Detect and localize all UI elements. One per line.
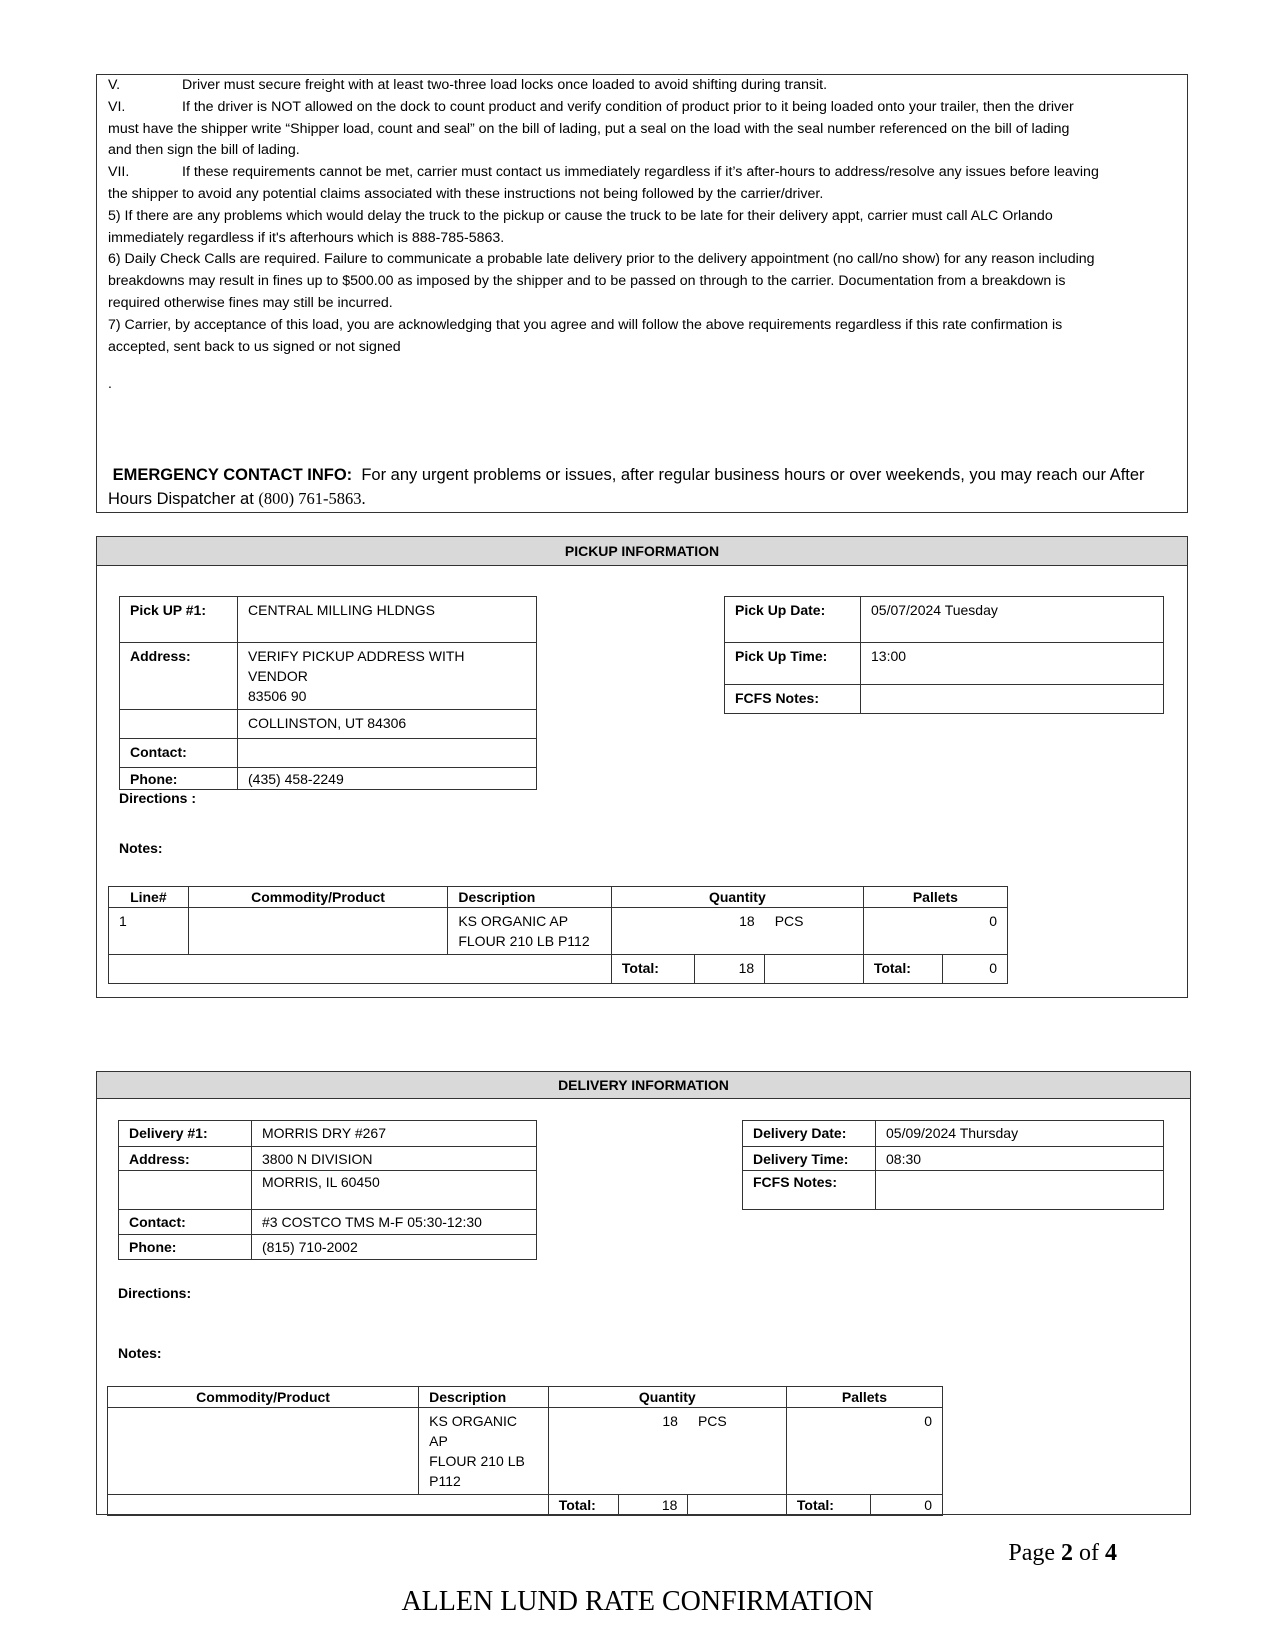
requirement-6-line3: required otherwise fines may still be incurred.: [108, 294, 393, 311]
pickup-phone: (435) 458-2249: [238, 768, 537, 790]
delivery-address-label: Address:: [119, 1147, 252, 1171]
delivery-notes-label: Notes:: [118, 1345, 162, 1361]
pickup-section: [96, 536, 1188, 998]
delivery-label: Delivery #1:: [119, 1121, 252, 1147]
requirements-text: [108, 75, 1183, 358]
requirements-dot: .: [108, 375, 112, 391]
pickup-contact-label: Contact:: [120, 739, 238, 768]
requirement-vi: VI. If the driver is NOT allowed on the dock to count product and verify condition of product prior to it being loaded onto your trailer, then the driver: [108, 98, 1074, 115]
pickup-address-table: [119, 596, 537, 790]
requirement-6: 6) Daily Check Calls are required. Failure to communicate a probable late delivery prior to the delivery appointment (no call/no show) for any reason including: [108, 251, 1095, 268]
requirement-5: 5) If there are any problems which would delay the truck to the pickup or cause the truck to be late for their delivery appt, carrier must call ALC Orlando: [108, 207, 1053, 224]
delivery-total-pallets: 0: [870, 1495, 942, 1516]
pickup-time-label: Pick Up Time:: [725, 643, 861, 685]
emergency-label: EMERGENCY CONTACT INFO:: [112, 466, 353, 484]
delivery-directions-label: Directions:: [118, 1285, 192, 1301]
delivery-total-row: [108, 1495, 943, 1516]
requirement-vii: VII. If these requirements cannot be met, carrier must contact us immediately regardless if it’s after-hours to address/resolve any issues before leaving: [108, 164, 1099, 181]
delivery-contact: #3 COSTCO TMS M-F 05:30-12:30: [252, 1210, 537, 1235]
delivery-contact-label: Contact:: [119, 1210, 252, 1235]
requirement-vi-line2: must have the shipper write “Shipper load, count and seal” on the bill of lading, put a seal on the load with the seal number referenced on the bill of lading: [108, 120, 1070, 137]
delivery-total-label: Total:: [548, 1495, 618, 1516]
pickup-label: Pick UP #1:: [120, 597, 238, 643]
delivery-date-label: Delivery Date:: [743, 1121, 876, 1147]
pickup-city: COLLINSTON, UT 84306: [238, 710, 537, 739]
pickup-row-unit: PCS: [765, 908, 864, 955]
pickup-header: PICKUP INFORMATION: [97, 537, 1187, 566]
delivery-date: 05/09/2024 Thursday: [876, 1121, 1164, 1147]
requirement-vi-line3: and then sign the bill of lading.: [108, 142, 300, 159]
emergency-line2: Hours Dispatcher at (800) 761-5863.: [108, 489, 366, 508]
requirement-vii-line2: the shipper to avoid any potential claims associated with these instructions not being followed by the carrier/driver.: [108, 185, 824, 202]
pickup-address: VERIFY PICKUP ADDRESS WITH VENDOR 83506 90: [238, 643, 537, 710]
pickup-name: CENTRAL MILLING HLDNGS: [238, 597, 537, 643]
delivery-row-commodity: [108, 1408, 419, 1495]
delivery-time-label: Delivery Time:: [743, 1147, 876, 1171]
emergency-phone: (800) 761-5863.: [258, 489, 366, 508]
pickup-time: 13:00: [861, 643, 1164, 685]
pickup-col-description: Description: [448, 887, 612, 908]
requirement-5-line2: immediately regardless if it's afterhours which is 888-785-5863.: [108, 229, 505, 246]
pickup-row-pallets: 0: [863, 908, 1007, 955]
delivery-header: DELIVERY INFORMATION: [97, 1072, 1190, 1099]
page-number: Page 2 of 4: [1008, 1540, 1117, 1566]
delivery-phone-label: Phone:: [119, 1235, 252, 1260]
requirement-6-line2: breakdowns may result in fines up to $500.00 as imposed by the shipper and to be passed on through to the carrier. Documentation from a breakdown is: [108, 273, 1066, 290]
pickup-fcfs: [861, 685, 1164, 714]
requirements-box: [96, 74, 1188, 513]
requirement-v: V. Driver must secure freight with at least two-three load locks once loaded to avoid shifting during transit.: [108, 77, 828, 93]
delivery-total-pallets-label: Total:: [786, 1495, 870, 1516]
delivery-col-pallets: Pallets: [786, 1387, 942, 1408]
delivery-row-pallets: 0: [786, 1408, 942, 1495]
delivery-col-quantity: Quantity: [548, 1387, 786, 1408]
pickup-total-row: [109, 955, 1008, 984]
pickup-row-description: KS ORGANIC AP FLOUR 210 LB P112: [448, 908, 612, 955]
pickup-total-label: Total:: [611, 955, 694, 984]
delivery-row-description: KS ORGANIC AP FLOUR 210 LB P112: [419, 1408, 549, 1495]
delivery-phone: (815) 710-2002: [252, 1235, 537, 1260]
pickup-row-line: 1: [109, 908, 189, 955]
delivery-section: [96, 1071, 1191, 1515]
pickup-total-pallets-label: Total:: [863, 955, 942, 984]
pickup-col-pallets: Pallets: [863, 887, 1007, 908]
pickup-date-label: Pick Up Date:: [725, 597, 861, 643]
pickup-total-pallets: 0: [942, 955, 1007, 984]
emergency-line1: EMERGENCY CONTACT INFO: For any urgent problems or issues, after regular business hours or over weekends, you may reach our After: [112, 466, 1145, 484]
delivery-fcfs-label: FCFS Notes:: [743, 1171, 876, 1210]
requirement-7: 7) Carrier, by acceptance of this load, you are acknowledging that you agree and will follow the above requirements regardless if this rate confirmation is: [108, 316, 1063, 333]
document-title: ALLEN LUND RATE CONFIRMATION: [401, 1586, 874, 1617]
delivery-address-table: [118, 1120, 537, 1260]
delivery-city: MORRIS, IL 60450: [252, 1171, 537, 1210]
pickup-col-commodity: Commodity/Product: [188, 887, 448, 908]
delivery-fcfs: [876, 1171, 1164, 1210]
delivery-total-qty: 18: [619, 1495, 688, 1516]
pickup-phone-label: Phone:: [120, 768, 238, 790]
pickup-address-label: Address:: [120, 643, 238, 710]
pickup-directions-label: Directions :: [119, 790, 197, 806]
delivery-commodity-table: [107, 1386, 943, 1516]
pickup-commodity-table: [108, 886, 1008, 984]
requirement-7-line2: accepted, sent back to us signed or not signed: [108, 338, 401, 355]
pickup-total-qty: 18: [694, 955, 765, 984]
pickup-row-commodity: [188, 908, 448, 955]
delivery-col-description: Description: [419, 1387, 549, 1408]
pickup-schedule-table: [724, 596, 1164, 714]
pickup-col-line: Line#: [109, 887, 189, 908]
delivery-col-commodity: Commodity/Product: [108, 1387, 419, 1408]
table-row: [108, 1408, 943, 1495]
pickup-date: 05/07/2024 Tuesday: [861, 597, 1164, 643]
delivery-time: 08:30: [876, 1147, 1164, 1171]
table-row: [109, 908, 1008, 955]
pickup-col-quantity: Quantity: [611, 887, 863, 908]
pickup-notes-label: Notes:: [119, 840, 163, 856]
delivery-address: 3800 N DIVISION: [252, 1147, 537, 1171]
pickup-row-qty: 18: [611, 908, 764, 955]
pickup-fcfs-label: FCFS Notes:: [725, 685, 861, 714]
emergency-contact: [108, 463, 1178, 511]
delivery-schedule-table: [742, 1120, 1164, 1210]
delivery-row-qty: 18: [548, 1408, 688, 1495]
pickup-contact: [238, 739, 537, 768]
delivery-name: MORRIS DRY #267: [252, 1121, 537, 1147]
delivery-row-unit: PCS: [688, 1408, 786, 1495]
